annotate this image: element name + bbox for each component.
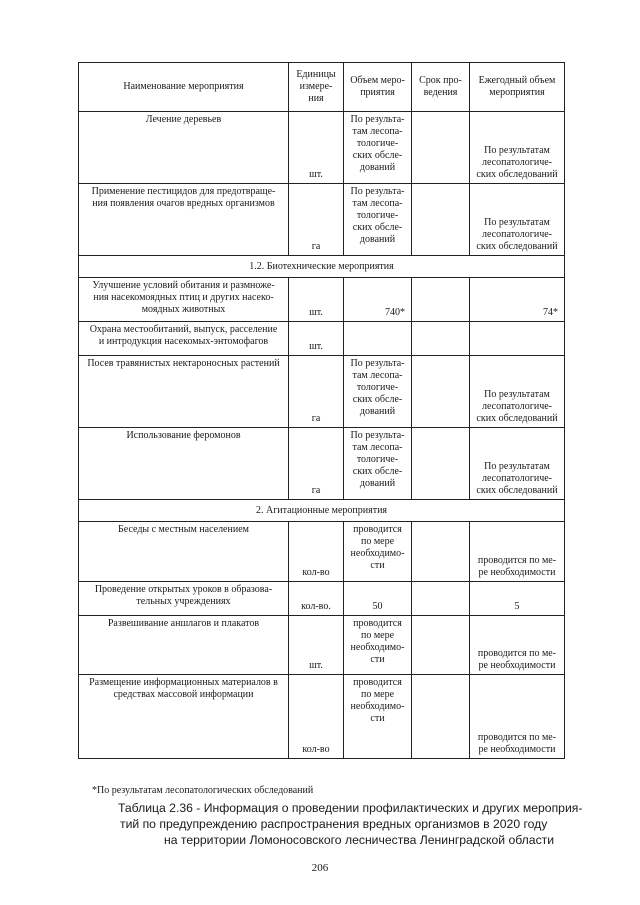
table-header-row bbox=[79, 63, 565, 112]
cell-volume: проводится по мере необходимо- сти bbox=[344, 522, 412, 582]
cell-volume: По результа- там лесопа- тологиче- ских обсле- дований bbox=[344, 428, 412, 500]
cell-volume: По результа- там лесопа- тологиче- ских обсле- дований bbox=[344, 356, 412, 428]
cell-volume: По результа- там лесопа- тологиче- ских обсле- дований bbox=[344, 184, 412, 256]
cell-name: Беседы с местным населением bbox=[79, 522, 289, 582]
cell-unit: га bbox=[289, 184, 344, 256]
cell-volume: По результа- там лесопа- тологиче- ских обсле- дований bbox=[344, 112, 412, 184]
cell-term bbox=[412, 356, 470, 428]
cell-name: Охрана местообитаний, выпуск, расселение и интродукция насекомых-энтомофагов bbox=[79, 322, 289, 356]
cell-name: Развешивание аншлагов и плакатов bbox=[79, 616, 289, 675]
cell-annual: 5 bbox=[470, 582, 565, 616]
section-row bbox=[79, 256, 565, 278]
table-row bbox=[79, 322, 565, 356]
cell-annual: проводится по ме- ре необходимости bbox=[470, 616, 565, 675]
header-annual: Ежегодный объем мероприятия bbox=[470, 63, 565, 112]
cell-unit: шт. bbox=[289, 322, 344, 356]
cell-volume bbox=[344, 322, 412, 356]
cell-annual: По результатам лесопатологиче- ских обследований bbox=[470, 428, 565, 500]
cell-annual: По результатам лесопатологиче- ских обследований bbox=[470, 112, 565, 184]
cell-annual: проводится по ме- ре необходимости bbox=[470, 675, 565, 759]
cell-annual: По результатам лесопатологиче- ских обследований bbox=[470, 184, 565, 256]
measures-table bbox=[78, 62, 565, 759]
table-row bbox=[79, 582, 565, 616]
cell-volume: 740* bbox=[344, 278, 412, 322]
cell-term bbox=[412, 112, 470, 184]
table-row bbox=[79, 616, 565, 675]
cell-name: Улучшение условий обитания и размноже- ния насекомоядных птиц и других насеко- моядных животных bbox=[79, 278, 289, 322]
cell-name: Применение пестицидов для предотвраще- ния появления очагов вредных организмов bbox=[79, 184, 289, 256]
cell-unit: кол-во bbox=[289, 675, 344, 759]
cell-annual: По результатам лесопатологиче- ских обследований bbox=[470, 356, 565, 428]
header-volume: Объем меро- приятия bbox=[344, 63, 412, 112]
caption-line-3: на территории Ломоносовского лесничества Ленинградской области bbox=[164, 833, 555, 847]
section-title-agitation: 2. Агитационные мероприятия bbox=[79, 500, 565, 522]
table-row bbox=[79, 675, 565, 759]
section-title-biotech: 1.2. Биотехнические мероприятия bbox=[79, 256, 565, 278]
cell-term bbox=[412, 616, 470, 675]
cell-term bbox=[412, 428, 470, 500]
table-footnote: *По результатам лесопатологических обследований bbox=[92, 785, 314, 796]
cell-name: Проведение открытых уроков в образова- тельных учреждениях bbox=[79, 582, 289, 616]
cell-unit: шт. bbox=[289, 278, 344, 322]
cell-unit: кол-во bbox=[289, 522, 344, 582]
section-row bbox=[79, 500, 565, 522]
cell-term bbox=[412, 184, 470, 256]
cell-unit: кол-во. bbox=[289, 582, 344, 616]
caption-line-1: Таблица 2.36 - Информация о проведении профилактических и других мероприя- bbox=[118, 801, 583, 815]
header-unit: Единицы измере- ния bbox=[289, 63, 344, 112]
cell-annual bbox=[470, 322, 565, 356]
cell-name: Размещение информационных материалов в средствах массовой информации bbox=[79, 675, 289, 759]
table-row bbox=[79, 184, 565, 256]
cell-term bbox=[412, 322, 470, 356]
cell-unit: шт. bbox=[289, 112, 344, 184]
caption-line-2: тий по предупреждению распространения вредных организмов в 2020 году bbox=[120, 817, 548, 831]
page-number: 206 bbox=[311, 862, 329, 874]
cell-term bbox=[412, 582, 470, 616]
cell-unit: шт. bbox=[289, 616, 344, 675]
cell-volume: проводится по мере необходимо- сти bbox=[344, 616, 412, 675]
cell-volume: 50 bbox=[344, 582, 412, 616]
cell-term bbox=[412, 675, 470, 759]
header-term: Срок про- ведения bbox=[412, 63, 470, 112]
cell-unit: га bbox=[289, 356, 344, 428]
cell-name: Лечение деревьев bbox=[79, 112, 289, 184]
cell-annual: 74* bbox=[470, 278, 565, 322]
table-row bbox=[79, 112, 565, 184]
table-row bbox=[79, 356, 565, 428]
cell-name: Посев травянистых нектароносных растений bbox=[79, 356, 289, 428]
table-caption bbox=[118, 800, 588, 848]
cell-term bbox=[412, 278, 470, 322]
table-row bbox=[79, 522, 565, 582]
table-row bbox=[79, 428, 565, 500]
cell-volume: проводится по мере необходимо- сти bbox=[344, 675, 412, 759]
cell-unit: га bbox=[289, 428, 344, 500]
table-row bbox=[79, 278, 565, 322]
cell-name: Использование феромонов bbox=[79, 428, 289, 500]
cell-annual: проводится по ме- ре необходимости bbox=[470, 522, 565, 582]
header-name: Наименование мероприятия bbox=[79, 63, 289, 112]
cell-term bbox=[412, 522, 470, 582]
